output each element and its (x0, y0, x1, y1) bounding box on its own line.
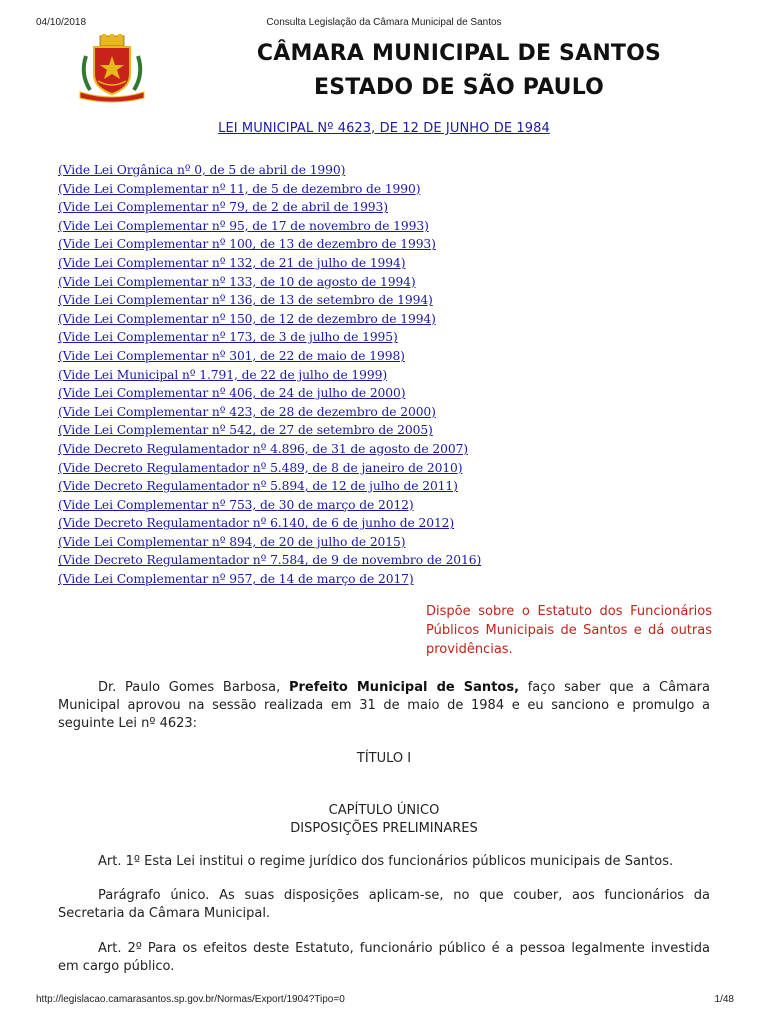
title-heading (58, 750, 710, 768)
reference-link[interactable] (58, 403, 481, 422)
law-summary: Dispõe sobre o Estatuto dos Funcionários Públicos Municipais de Santos e dá outras providências. (426, 604, 712, 657)
reference-link-text[interactable]: (Vide Lei Complementar nº 957, de 14 de março de 2017) (58, 572, 414, 587)
reference-link-text[interactable]: (Vide Lei Municipal nº 1.791, de 22 de julho de 1999) (58, 367, 388, 382)
reference-link[interactable] (58, 440, 481, 459)
reference-link[interactable] (58, 496, 481, 515)
print-page-number: 1/48 (714, 994, 734, 1005)
reference-link-text[interactable]: (Vide Lei Complementar nº 132, de 21 de julho de 1994) (58, 255, 406, 270)
reference-link[interactable] (58, 291, 481, 310)
capitulo-subtitle: DISPOSIÇÕES PRELIMINARES (290, 821, 478, 836)
reference-link[interactable] (58, 161, 481, 180)
reference-link-text[interactable]: (Vide Lei Complementar nº 95, de 17 de novembro de 1993) (58, 218, 429, 233)
capitulo: CAPÍTULO ÚNICO (328, 803, 440, 818)
reference-link[interactable] (58, 551, 481, 570)
article-text: Parágrafo único. As suas disposições aplicam-se, no que couber, aos funcionários da Secretaria da Câmara Municipal. (58, 888, 710, 921)
reference-link-text[interactable]: (Vide Decreto Regulamentador nº 4.896, de 31 de agosto de 2007) (58, 441, 468, 456)
reference-link[interactable] (58, 328, 481, 347)
reference-link[interactable] (58, 347, 481, 366)
municipal-coat-of-arms-icon (76, 34, 148, 104)
reference-link-text[interactable]: (Vide Lei Complementar nº 301, de 22 de maio de 1998) (58, 348, 405, 363)
page-heading-line2: ESTADO DE SÃO PAULO (313, 75, 605, 100)
reference-link[interactable] (58, 459, 481, 478)
page-heading-line1: CÂMARA MUNICIPAL DE SANTOS (256, 41, 662, 66)
reference-link[interactable] (58, 533, 481, 552)
preamble (58, 679, 710, 733)
reference-link-text[interactable]: (Vide Lei Complementar nº 100, de 13 de dezembro de 1993) (58, 237, 436, 252)
reference-link-text[interactable]: (Vide Lei Complementar nº 753, de 30 de março de 2012) (58, 497, 414, 512)
reference-link[interactable] (58, 180, 481, 199)
reference-link[interactable] (58, 366, 481, 385)
reference-link-text[interactable]: (Vide Lei Complementar nº 79, de 2 de abril de 1993) (58, 200, 388, 215)
chapter-heading (58, 802, 710, 838)
print-header (0, 17, 768, 31)
reference-link-text[interactable]: (Vide Decreto Regulamentador nº 7.584, de 9 de novembro de 2016) (58, 553, 482, 568)
print-footer (0, 994, 768, 1008)
reference-link-text[interactable]: (Vide Decreto Regulamentador nº 5.894, de 12 de julho de 2011) (58, 479, 458, 494)
preamble-text-2: faço saber que a Câmara Municipal aprovou na sessão realizada em 31 de maio de 1984 e eu sanciono e promulgo a seguinte Lei nº 4623: (58, 680, 710, 731)
reference-link-text[interactable]: (Vide Lei Complementar nº 150, de 12 de dezembro de 1994) (58, 311, 436, 326)
reference-link-text[interactable]: (Vide Lei Complementar nº 136, de 13 de setembro de 1994) (58, 293, 433, 308)
reference-link[interactable] (58, 254, 481, 273)
article-1-paragraph (58, 887, 710, 923)
reference-link[interactable] (58, 384, 481, 403)
reference-link[interactable] (58, 477, 481, 496)
article-text: Art. 1º Esta Lei institui o regime jurídico dos funcionários públicos municipais de Santos. (98, 854, 674, 869)
reference-link[interactable] (58, 514, 481, 533)
reference-link-text[interactable]: (Vide Lei Complementar nº 173, de 3 de julho de 1995) (58, 330, 398, 345)
reference-link[interactable] (58, 273, 481, 292)
reference-link-text[interactable]: (Vide Lei Complementar nº 423, de 28 de dezembro de 2000) (58, 404, 436, 419)
reference-link-text[interactable]: (Vide Lei Orgânica nº 0, de 5 de abril de 1990) (58, 163, 346, 177)
article-text: Art. 2º Para os efeitos deste Estatuto, funcionário público é a pessoa legalmente investida em cargo público. (58, 941, 710, 974)
reference-link[interactable] (58, 570, 481, 589)
reference-link-text[interactable]: (Vide Lei Complementar nº 133, de 10 de agosto de 1994) (58, 274, 416, 289)
print-date: 04/10/2018 (36, 17, 87, 28)
law-title-link[interactable] (0, 121, 768, 136)
reference-link[interactable] (58, 421, 481, 440)
reference-link-text[interactable]: (Vide Lei Complementar nº 894, de 20 de julho de 2015) (58, 534, 406, 549)
print-page-title: Consulta Legislação da Câmara Municipal de Santos (266, 17, 502, 28)
reference-link[interactable] (58, 310, 481, 329)
titulo: TÍTULO I (356, 751, 412, 766)
preamble-bold: Prefeito Municipal de Santos, (288, 680, 520, 695)
reference-link-text[interactable]: (Vide Lei Complementar nº 11, de 5 de dezembro de 1990) (58, 181, 421, 196)
reference-link-text[interactable]: (Vide Decreto Regulamentador nº 5.489, de 8 de janeiro de 2010) (58, 460, 463, 475)
reference-link[interactable] (58, 217, 481, 236)
article-2 (58, 940, 710, 976)
reference-link[interactable] (58, 235, 481, 254)
reference-link-text[interactable]: (Vide Lei Complementar nº 406, de 24 de julho de 2000) (58, 386, 406, 401)
article-1 (58, 853, 710, 871)
reference-link[interactable] (58, 198, 481, 217)
reference-link-text[interactable]: (Vide Decreto Regulamentador nº 6.140, de 6 de junho de 2012) (58, 516, 455, 531)
preamble-text-1: Dr. Paulo Gomes Barbosa, (98, 680, 289, 695)
reference-list (58, 161, 481, 589)
reference-link-text[interactable]: (Vide Lei Complementar nº 542, de 27 de setembro de 2005) (58, 423, 433, 438)
law-title-text: LEI MUNICIPAL Nº 4623, DE 12 DE JUNHO DE 1984 (218, 121, 550, 136)
print-url: http://legislacao.camarasantos.sp.gov.br/Normas/Export/1904?Tipo=0 (36, 994, 345, 1005)
